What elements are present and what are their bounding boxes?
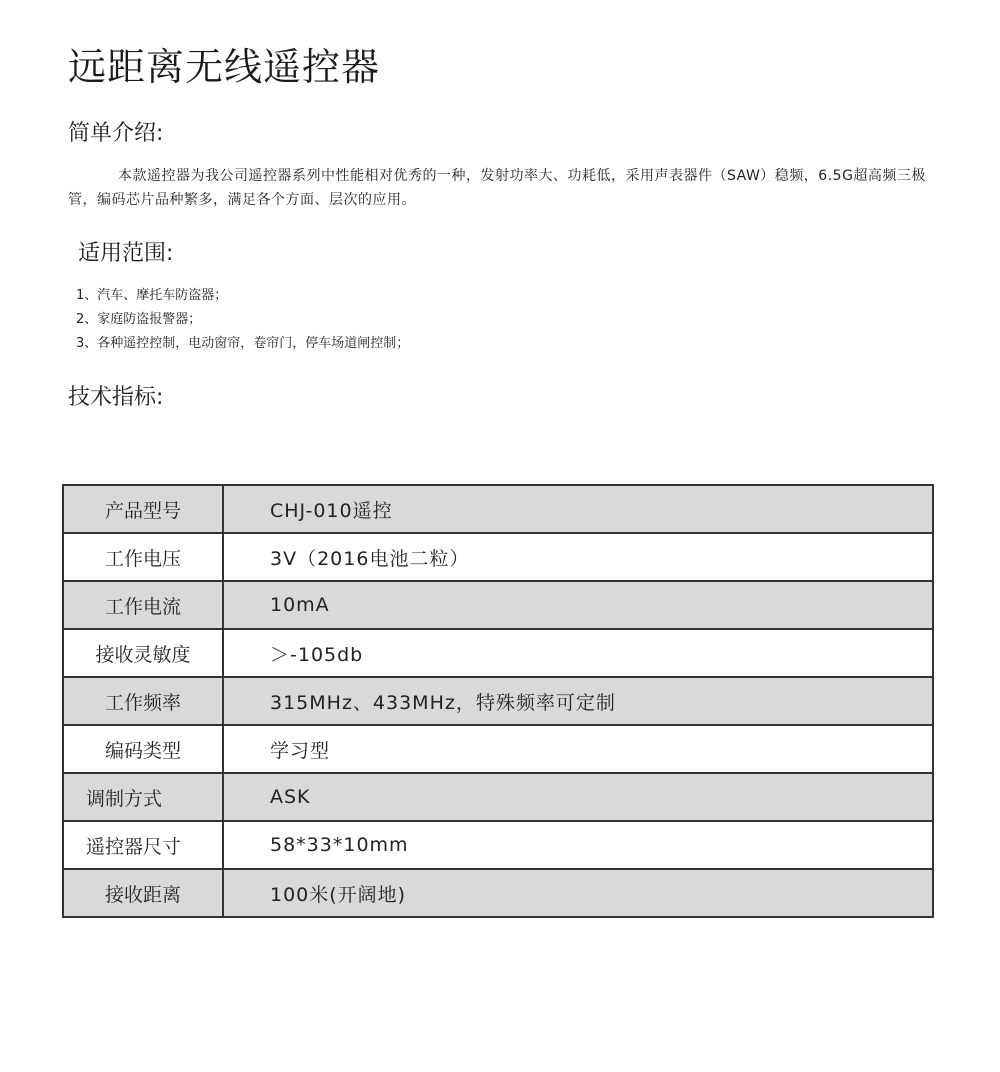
spec-key: 调制方式 <box>63 773 223 821</box>
scope-item: 1、汽车、摩托车防盗器； <box>76 288 228 303</box>
spec-key: 编码类型 <box>63 725 223 773</box>
table-row <box>63 485 933 533</box>
spec-key: 接收距离 <box>63 869 223 917</box>
spec-value: 58*33*10mm <box>223 821 933 869</box>
table-row <box>63 725 933 773</box>
spec-key: 遥控器尺寸 <box>63 821 223 869</box>
table-row <box>63 869 933 917</box>
spec-value: CHJ-010遥控 <box>223 485 933 533</box>
spec-heading: 技术指标: <box>68 385 164 410</box>
intro-paragraph: 本款遥控器为我公司遥控器系列中性能相对优秀的一种，发射功率大、功耗低，采用声表器件（SAW）稳频，6.5G超高频三极管，编码芯片品种繁多，满足各个方面、层次的应用。 <box>68 168 926 208</box>
page-title: 远距离无线遥控器 <box>68 45 381 89</box>
spec-key: 工作频率 <box>63 677 223 725</box>
scope-item: 3、各种遥控控制，电动窗帘，卷帘门，停车场道闸控制； <box>76 336 410 351</box>
spec-value: ＞-105db <box>223 629 933 677</box>
spec-key: 产品型号 <box>63 485 223 533</box>
table-row <box>63 629 933 677</box>
spec-value: 100米(开阔地) <box>223 869 933 917</box>
spec-key: 接收灵敏度 <box>63 629 223 677</box>
spec-value: 315MHz、433MHz，特殊频率可定制 <box>223 677 933 725</box>
scope-heading: 适用范围: <box>78 241 174 266</box>
table-row <box>63 677 933 725</box>
table-row <box>63 581 933 629</box>
spec-value: ASK <box>223 773 933 821</box>
spec-key: 工作电压 <box>63 533 223 581</box>
scope-item: 2、家庭防盗报警器； <box>76 312 202 327</box>
scope-list <box>76 284 409 356</box>
spec-value: 10mA <box>223 581 933 629</box>
table-row <box>63 773 933 821</box>
spec-value: 学习型 <box>223 725 933 773</box>
intro-heading: 简单介绍: <box>68 121 164 146</box>
spec-key: 工作电流 <box>63 581 223 629</box>
table-row <box>63 821 933 869</box>
spec-table <box>62 484 934 918</box>
spec-value: 3V（2016电池二粒） <box>223 533 933 581</box>
table-row <box>63 533 933 581</box>
